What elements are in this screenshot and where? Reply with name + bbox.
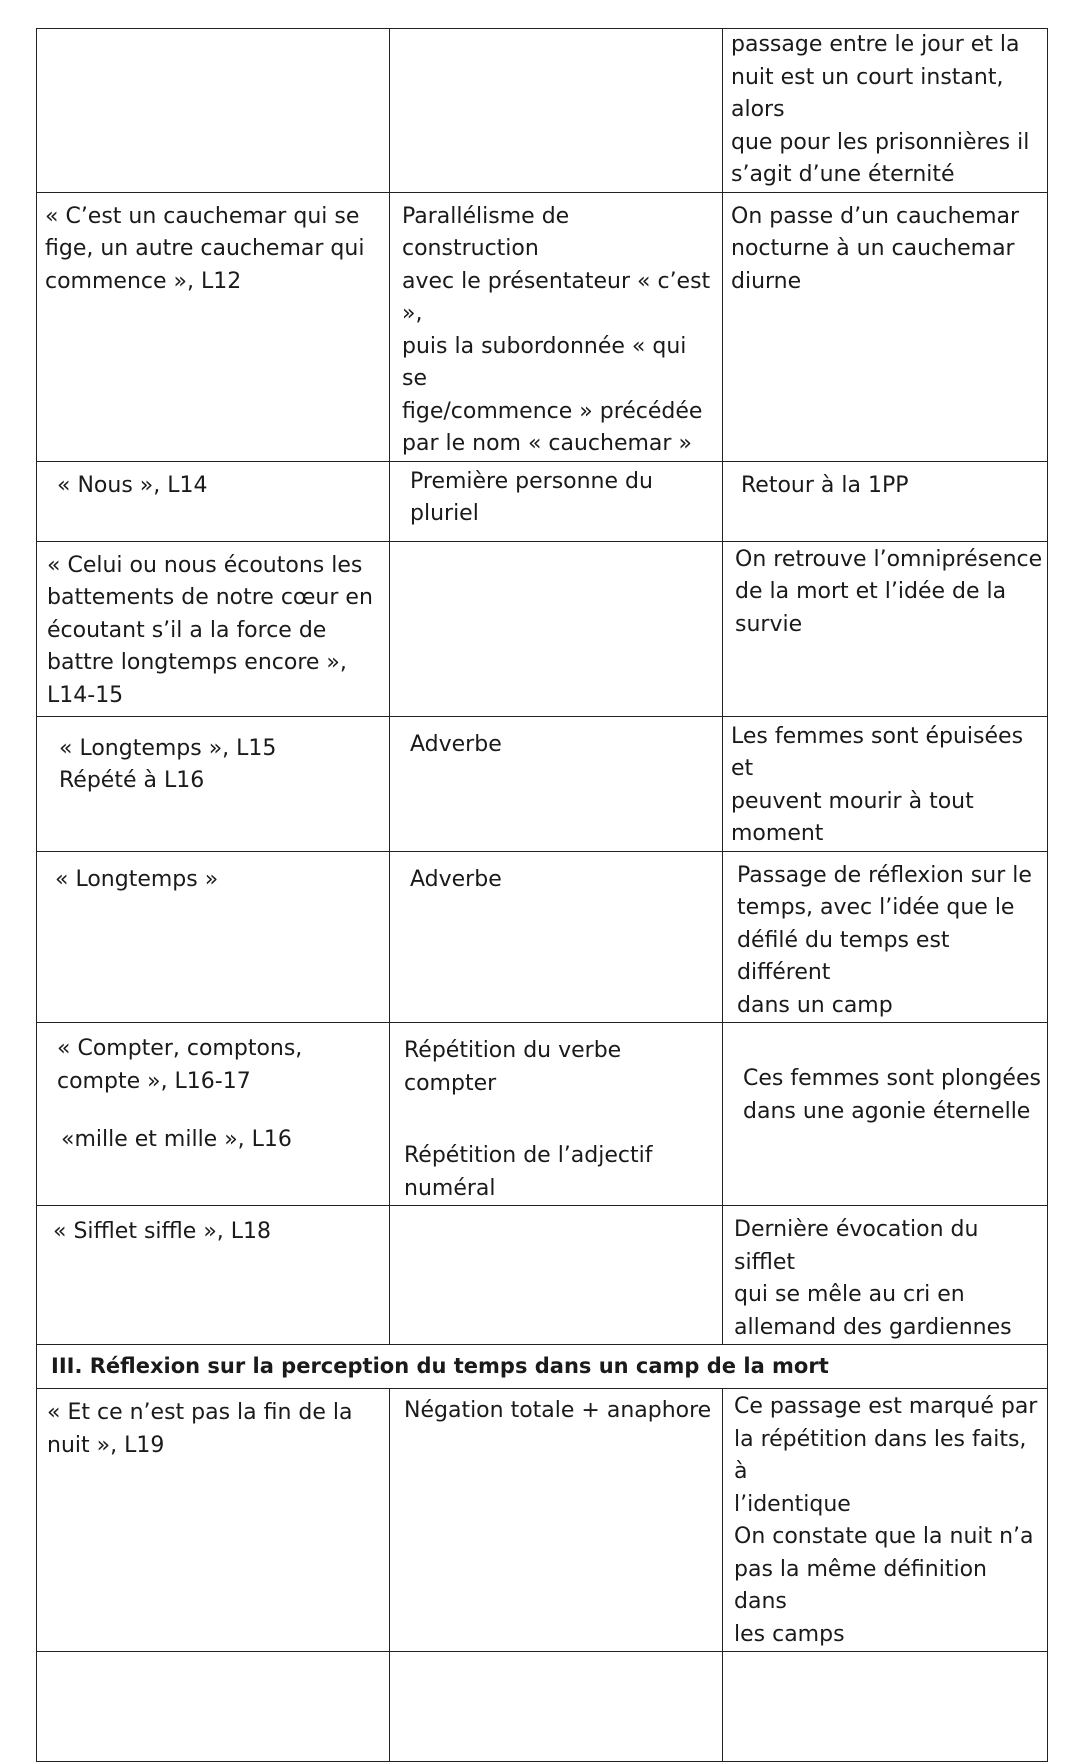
table-row [37, 1652, 1048, 1762]
quote-cell: « Sifflet siffle », L18 [37, 1206, 390, 1345]
table-row [37, 851, 1048, 1023]
section-heading-row [37, 1345, 1048, 1389]
quote-cell: « C’est un cauchemar qui se fige, un autre cauchemar qui commence », L12 [37, 192, 390, 461]
device-cell: Répétition du verbe compter Répétition de l’adjectif numéral [390, 1023, 723, 1206]
interpretation-cell: Les femmes sont épuisées et peuvent mourir à tout moment [723, 716, 1048, 851]
section-heading: III. Réflexion sur la perception du temps dans un camp de la mort [37, 1345, 1048, 1389]
table-row [37, 461, 1048, 541]
table-row [37, 1206, 1048, 1345]
analysis-table [36, 28, 1048, 1762]
table-row [37, 716, 1048, 851]
quote-cell: « Compter, comptons, compte », L16-17 «mille et mille », L16 [37, 1023, 390, 1206]
table-row [37, 192, 1048, 461]
interpretation-cell: On passe d’un cauchemar nocturne à un cauchemar diurne [723, 192, 1048, 461]
table-row [37, 1389, 1048, 1652]
interpretation-cell: Passage de réflexion sur le temps, avec l’idée que le défilé du temps est différent dans un camp [723, 851, 1048, 1023]
quote-cell [37, 29, 390, 193]
interpretation-cell: Dernière évocation du sifflet qui se mêle au cri en allemand des gardiennes [723, 1206, 1048, 1345]
quote-cell: « Celui ou nous écoutons les battements de notre cœur en écoutant s’il a la force de battre longtemps encore », L14-15 [37, 541, 390, 716]
quote-cell: « Longtemps » [37, 851, 390, 1023]
quote-cell: « Longtemps », L15 Répété à L16 [37, 716, 390, 851]
table-row [37, 29, 1048, 193]
device-cell [390, 541, 723, 716]
interpretation-cell: Retour à la 1PP [723, 461, 1048, 541]
quote-cell [37, 1652, 390, 1762]
device-cell [390, 29, 723, 193]
interpretation-cell: Ces femmes sont plongées dans une agonie éternelle [723, 1023, 1048, 1206]
quote-cell: « Nous », L14 [37, 461, 390, 541]
device-cell: Première personne du pluriel [390, 461, 723, 541]
interpretation-cell: Ce passage est marqué par la répétition dans les faits, à l’identique On constate que la nuit n’a pas la même définition dans les camps [723, 1389, 1048, 1652]
device-cell [390, 1206, 723, 1345]
interpretation-cell: On retrouve l’omniprésence de la mort et l’idée de la survie [723, 541, 1048, 716]
device-cell [390, 1652, 723, 1762]
quote-cell: « Et ce n’est pas la fin de la nuit », L19 [37, 1389, 390, 1652]
device-cell: Adverbe [390, 851, 723, 1023]
device-cell: Adverbe [390, 716, 723, 851]
interpretation-cell: passage entre le jour et la nuit est un court instant, alors que pour les prisonnières il s’agit d’une éternité [723, 29, 1048, 193]
interpretation-cell [723, 1652, 1048, 1762]
table-row [37, 1023, 1048, 1206]
device-cell: Parallélisme de construction avec le présentateur « c’est », puis la subordonnée « qui se fige/commence » précédée par le nom « cauchemar » [390, 192, 723, 461]
table-row [37, 541, 1048, 716]
device-cell: Négation totale + anaphore [390, 1389, 723, 1652]
